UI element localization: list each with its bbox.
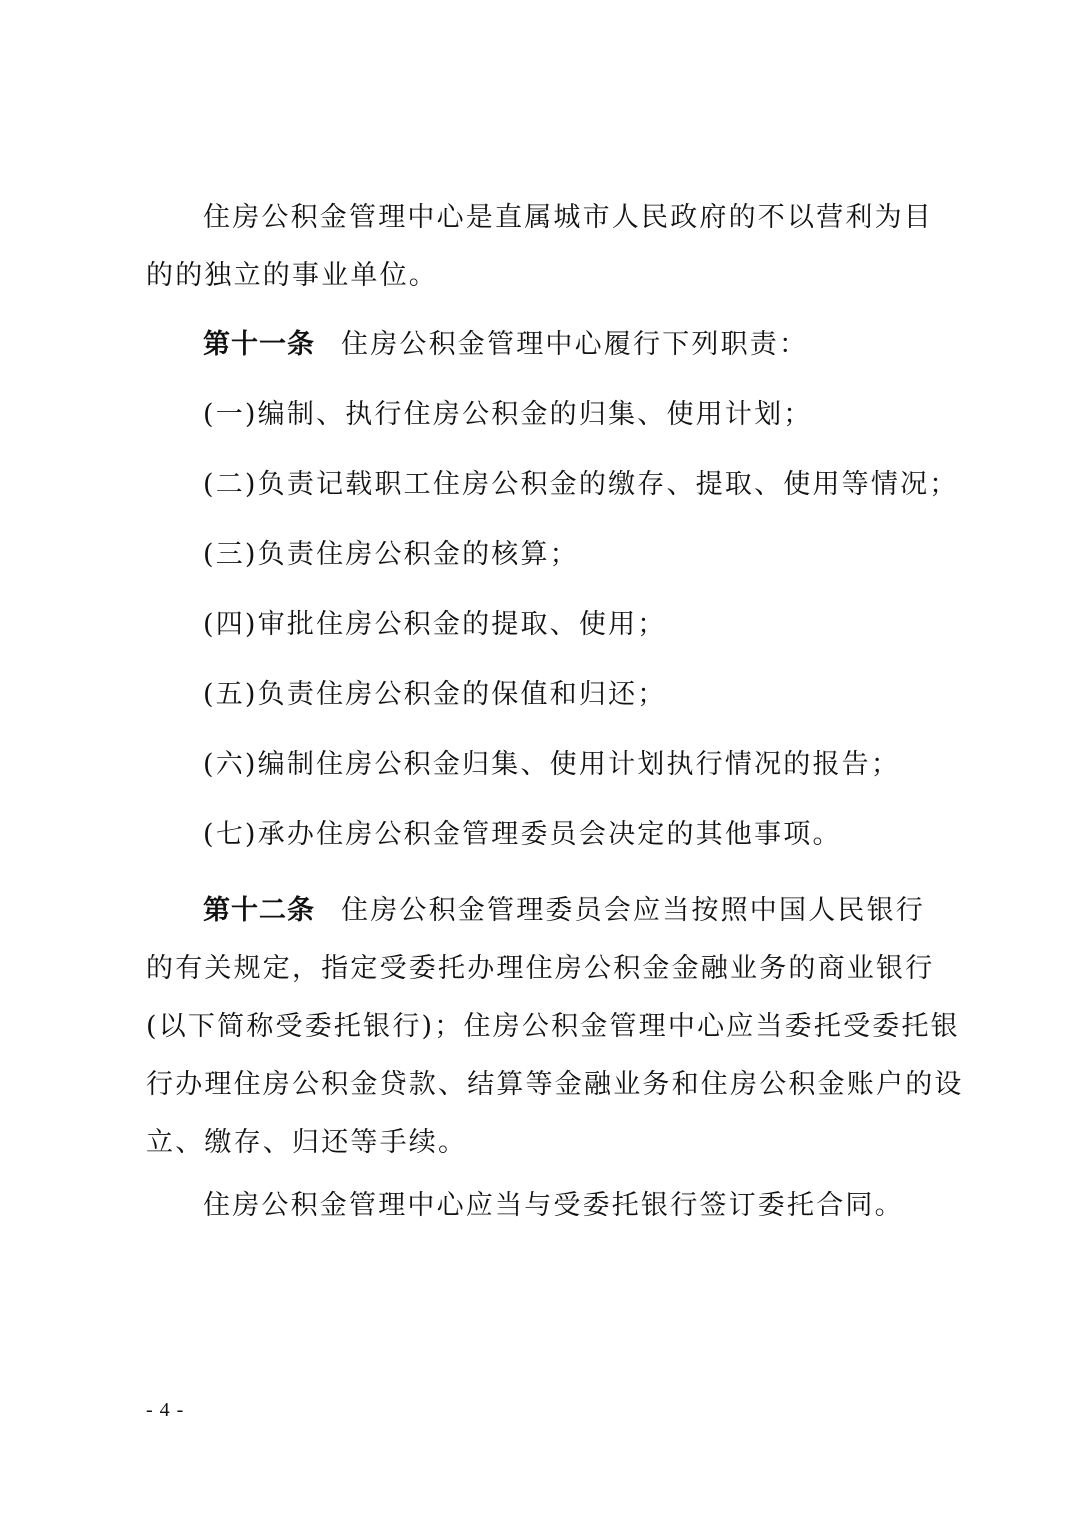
article-12-line-3: (以下简称受委托银行)；住房公积金管理中心应当委托受委托银 (146, 1011, 960, 1042)
article-11-item-4: (四)审批住房公积金的提取、使用； (203, 609, 667, 640)
article-11-item-7: (七)承办住房公积金管理委员会决定的其他事项。 (203, 819, 842, 850)
article-11-heading-line (203, 327, 808, 363)
article-11-item-2: (二)负责记载职工住房公积金的缴存、提取、使用等情况； (203, 469, 959, 500)
page-number: - 4 - (146, 1399, 185, 1421)
article-12-heading: 第十二条 (203, 895, 315, 926)
paragraph-1-line-1: 住房公积金管理中心是直属城市人民政府的不以营利为目 (203, 202, 933, 233)
closing-paragraph: 住房公积金管理中心应当与受委托银行签订委托合同。 (203, 1190, 904, 1221)
article-11-item-5: (五)负责住房公积金的保值和归还； (203, 679, 667, 710)
paragraph-1-line-2: 的的独立的事业单位。 (146, 260, 438, 291)
article-12-line-5: 立、缴存、归还等手续。 (146, 1127, 468, 1158)
article-11-item-3: (三)负责住房公积金的核算； (203, 539, 579, 570)
article-11-item-6: (六)编制住房公积金归集、使用计划执行情况的报告； (203, 749, 901, 780)
article-11-intro: 住房公积金管理中心履行下列职责： (341, 329, 809, 360)
article-11-item-1: (一)编制、执行住房公积金的归集、使用计划； (203, 399, 813, 430)
article-12-line-4: 行办理住房公积金贷款、结算等金融业务和住房公积金账户的设 (146, 1069, 964, 1100)
article-12-heading-line (203, 893, 925, 929)
article-11-heading: 第十一条 (203, 329, 315, 360)
article-12-line-1: 住房公积金管理委员会应当按照中国人民银行 (341, 895, 925, 926)
article-12-line-2: 的有关规定，指定受委托办理住房公积金金融业务的商业银行 (146, 953, 935, 984)
